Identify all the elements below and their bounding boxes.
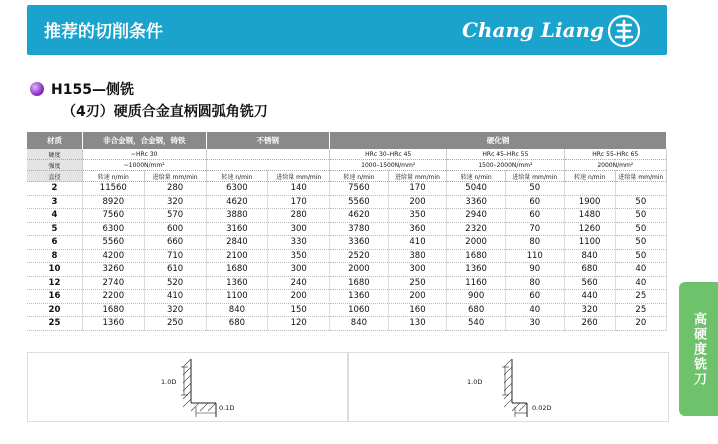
table-cell: 2200 <box>82 290 144 304</box>
table-cell: 1360 <box>82 317 144 331</box>
table-cell: 320 <box>564 303 615 317</box>
product-description: （4刃）硬质合金直柄圆弧角铣刀 <box>62 104 268 120</box>
table-cell: 60 <box>505 209 564 223</box>
table-cell: 440 <box>564 290 615 304</box>
hardness-value: HRc 45–HRc 55 <box>447 149 564 160</box>
group-header: 硬化钢 <box>330 132 667 149</box>
cut-profile-icon <box>349 353 668 421</box>
table-cell: 1680 <box>206 263 268 277</box>
table-cell: 6300 <box>82 222 144 236</box>
table-cell: 280 <box>144 182 206 196</box>
width-label: 0.02D <box>532 404 552 412</box>
table-cell <box>564 182 615 196</box>
table-cell: 300 <box>268 263 330 277</box>
cut-diagram-2 <box>348 352 669 422</box>
table-cell: 900 <box>447 290 506 304</box>
depth-label: 1.0D <box>161 378 177 386</box>
hardness-value: HRc 30–HRc 45 <box>330 149 447 160</box>
table-cell: 260 <box>564 317 615 331</box>
table-cell: 50 <box>505 182 564 196</box>
diameter-cell: 25 <box>27 317 82 331</box>
page-title: 推荐的切削条件 <box>44 22 163 42</box>
table-cell: 25 <box>615 303 666 317</box>
table-cell: 1060 <box>330 303 389 317</box>
table-cell: 360 <box>388 222 447 236</box>
table-cell: 380 <box>388 249 447 263</box>
diameter-cell: 3 <box>27 195 82 209</box>
diameter-cell: 4 <box>27 209 82 223</box>
diameter-cell: 12 <box>27 276 82 290</box>
table-cell: 40 <box>615 276 666 290</box>
table-cell: 4620 <box>330 209 389 223</box>
table-cell: 150 <box>268 303 330 317</box>
diameter-label: 直径 <box>27 171 82 182</box>
table-cell: 3360 <box>330 236 389 250</box>
table-cell: 60 <box>505 290 564 304</box>
diameter-cell: 5 <box>27 222 82 236</box>
table-cell: 2520 <box>330 249 389 263</box>
table-cell: 40 <box>615 263 666 277</box>
header-banner <box>27 5 667 55</box>
strength-row <box>27 160 667 171</box>
speed-label: 转速 n/min <box>82 171 144 182</box>
table-cell: 140 <box>268 182 330 196</box>
table-cell: 1100 <box>206 290 268 304</box>
table-cell: 1260 <box>564 222 615 236</box>
table-cell: 840 <box>330 317 389 331</box>
table-cell: 680 <box>206 317 268 331</box>
table-cell: 5560 <box>330 195 389 209</box>
table-cell: 7560 <box>330 182 389 196</box>
table-cell: 1680 <box>447 249 506 263</box>
product-code: H155—侧铣 <box>51 82 134 98</box>
table-cell: 170 <box>268 195 330 209</box>
table-cell: 320 <box>144 303 206 317</box>
table-cell: 3780 <box>330 222 389 236</box>
feed-label: 进给量 mm/min <box>615 171 666 182</box>
table-cell: 5040 <box>447 182 506 196</box>
table-cell: 120 <box>268 317 330 331</box>
table-cell: 200 <box>388 195 447 209</box>
side-tab-label: 高硬度铣刀 <box>691 311 706 387</box>
table-cell: 520 <box>144 276 206 290</box>
table-cell: 40 <box>505 303 564 317</box>
material-label: 材质 <box>27 132 82 149</box>
table-cell <box>615 182 666 196</box>
table-cell: 660 <box>144 236 206 250</box>
strength-value: 1000–1500N/mm² <box>330 160 447 171</box>
feed-label: 进给量 mm/min <box>144 171 206 182</box>
diameter-cell: 6 <box>27 236 82 250</box>
table-cell: 280 <box>268 209 330 223</box>
table-cell: 680 <box>447 303 506 317</box>
column-label-row <box>27 171 667 182</box>
bullet-icon <box>30 82 44 96</box>
hardness-label: 硬度 <box>27 149 82 160</box>
table-cell: 2100 <box>206 249 268 263</box>
cutting-conditions-table <box>27 132 667 331</box>
table-cell: 350 <box>388 209 447 223</box>
hardness-value <box>206 149 330 160</box>
table-cell: 7560 <box>82 209 144 223</box>
table-cell: 1900 <box>564 195 615 209</box>
table-cell: 570 <box>144 209 206 223</box>
table-cell: 300 <box>388 263 447 277</box>
table-cell: 1680 <box>82 303 144 317</box>
table-cell: 2320 <box>447 222 506 236</box>
table-row <box>27 236 667 250</box>
table-cell: 250 <box>144 317 206 331</box>
table-cell: 2840 <box>206 236 268 250</box>
table-row <box>27 195 667 209</box>
table-cell: 350 <box>268 249 330 263</box>
table-cell: 30 <box>505 317 564 331</box>
table-row <box>27 209 667 223</box>
cut-diagram-1 <box>27 352 348 422</box>
table-cell: 3880 <box>206 209 268 223</box>
width-label: 0.1D <box>219 404 235 412</box>
table-cell: 11560 <box>82 182 144 196</box>
table-cell: 6300 <box>206 182 268 196</box>
table-cell: 50 <box>615 195 666 209</box>
table-row <box>27 182 667 196</box>
table-cell: 50 <box>615 236 666 250</box>
table-row <box>27 290 667 304</box>
table-cell: 2940 <box>447 209 506 223</box>
strength-value <box>206 160 330 171</box>
table-cell: 60 <box>505 195 564 209</box>
table-cell: 250 <box>388 276 447 290</box>
table-cell: 50 <box>615 209 666 223</box>
category-side-tab[interactable] <box>679 282 718 416</box>
table-cell: 560 <box>564 276 615 290</box>
strength-label: 强度 <box>27 160 82 171</box>
table-cell: 410 <box>144 290 206 304</box>
table-cell: 1100 <box>564 236 615 250</box>
speed-label: 转速 n/min <box>330 171 389 182</box>
table-cell: 710 <box>144 249 206 263</box>
table-cell: 50 <box>615 249 666 263</box>
speed-label: 转速 n/min <box>447 171 506 182</box>
table-cell: 2000 <box>447 236 506 250</box>
group-header: 不锈钢 <box>206 132 330 149</box>
table-cell: 3260 <box>82 263 144 277</box>
table-cell: 130 <box>388 317 447 331</box>
feed-label: 进给量 mm/min <box>505 171 564 182</box>
table-cell: 240 <box>268 276 330 290</box>
table-cell: 80 <box>505 276 564 290</box>
cut-profile-icon <box>28 353 347 421</box>
table-row <box>27 276 667 290</box>
table-row <box>27 263 667 277</box>
table-cell: 1160 <box>447 276 506 290</box>
table-cell: 90 <box>505 263 564 277</box>
hardness-row <box>27 149 667 160</box>
strength-value: 1500–2000N/mm² <box>447 160 564 171</box>
diameter-cell: 8 <box>27 249 82 263</box>
table-cell: 3360 <box>447 195 506 209</box>
table-cell: 50 <box>615 222 666 236</box>
table-cell: 610 <box>144 263 206 277</box>
material-header-row <box>27 132 667 149</box>
table-cell: 840 <box>206 303 268 317</box>
depth-label: 1.0D <box>467 378 483 386</box>
table-cell: 1360 <box>206 276 268 290</box>
table-cell: 1360 <box>447 263 506 277</box>
table-cell: 410 <box>388 236 447 250</box>
changliang-logo-icon <box>607 14 641 48</box>
speed-label: 转速 n/min <box>206 171 268 182</box>
table-cell: 320 <box>144 195 206 209</box>
strength-value: ~1000N/mm² <box>82 160 206 171</box>
table-row <box>27 317 667 331</box>
table-row <box>27 249 667 263</box>
diameter-cell: 10 <box>27 263 82 277</box>
table-cell: 20 <box>615 317 666 331</box>
table-cell: 25 <box>615 290 666 304</box>
table-row <box>27 303 667 317</box>
table-cell: 170 <box>388 182 447 196</box>
table-cell: 3160 <box>206 222 268 236</box>
table-cell: 600 <box>144 222 206 236</box>
diameter-cell: 2 <box>27 182 82 196</box>
table-cell: 4620 <box>206 195 268 209</box>
table-cell: 160 <box>388 303 447 317</box>
table-cell: 680 <box>564 263 615 277</box>
table-cell: 1480 <box>564 209 615 223</box>
diameter-cell: 20 <box>27 303 82 317</box>
table-cell: 2000 <box>330 263 389 277</box>
diameter-cell: 16 <box>27 290 82 304</box>
table-cell: 70 <box>505 222 564 236</box>
table-cell: 300 <box>268 222 330 236</box>
table-cell: 200 <box>268 290 330 304</box>
brand-name: Chang Liang <box>462 18 605 42</box>
table-cell: 200 <box>388 290 447 304</box>
hardness-value: HRc 55–HRc 65 <box>564 149 666 160</box>
table-cell: 80 <box>505 236 564 250</box>
table-cell: 840 <box>564 249 615 263</box>
table-row <box>27 222 667 236</box>
table-cell: 4200 <box>82 249 144 263</box>
group-header: 非合金钢，合金钢，铸铁 <box>82 132 206 149</box>
speed-label: 转速 n/min <box>564 171 615 182</box>
feed-label: 进给量 mm/min <box>388 171 447 182</box>
table-cell: 540 <box>447 317 506 331</box>
strength-value: 2000N/mm² <box>564 160 666 171</box>
table-cell: 2740 <box>82 276 144 290</box>
table-cell: 110 <box>505 249 564 263</box>
table-cell: 1680 <box>330 276 389 290</box>
table-cell: 330 <box>268 236 330 250</box>
feed-label: 进给量 mm/min <box>268 171 330 182</box>
table-cell: 5560 <box>82 236 144 250</box>
table-cell: 8920 <box>82 195 144 209</box>
hardness-value: ~HRc 30 <box>82 149 206 160</box>
table-cell: 1360 <box>330 290 389 304</box>
